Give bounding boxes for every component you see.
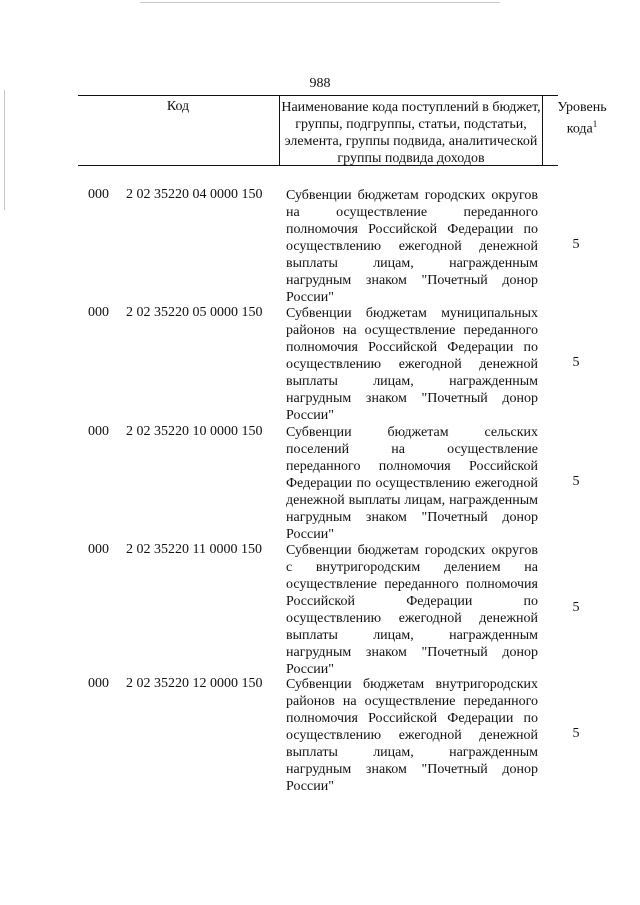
row-level: 5	[572, 355, 580, 370]
row-prefix: 000	[88, 424, 109, 439]
row-code: 2 02 35220 04 0000 150	[126, 187, 263, 202]
header-level-footnote: 1	[592, 119, 598, 129]
table-header	[78, 95, 607, 166]
row-name: Субвенции бюджетам муниципальных районов на осуществление переданного полномочия Российской Федерации по осуществлению ежегодной денежной выплаты лицам, награжденным нагрудным знаком "Почетный донор России"	[286, 306, 538, 423]
row-prefix: 000	[88, 676, 109, 691]
row-code: 2 02 35220 10 0000 150	[126, 424, 263, 439]
row-level: 5	[572, 726, 580, 741]
row-name: Субвенции бюджетам городских округов с внутригородским делением на осуществление переданного полномочия Российской Федерации по осуществлению ежегодной денежной выплаты лицам, награжденным нагрудным знаком "Почетный донор России"	[286, 543, 538, 677]
row-code: 2 02 35220 11 0000 150	[126, 542, 262, 557]
row-name: Субвенции бюджетам городских округов на осуществление переданного полномочия Российской Федерации по осуществлению ежегодной денежной выплаты лицам, награжденным нагрудным знаком "Почетный донор России"	[286, 188, 538, 305]
row-level: 5	[572, 237, 580, 252]
header-level	[541, 99, 623, 138]
scan-artifact-top	[140, 2, 500, 3]
scan-artifact-left	[4, 90, 5, 210]
row-prefix: 000	[88, 305, 109, 320]
row-prefix: 000	[88, 187, 109, 202]
header-code: Код	[166, 99, 190, 114]
row-name: Субвенции бюджетам сельских поселений на осуществление переданного полномочия Российской Федерации по осуществлению ежегодной денежной выплаты лицам, награжденным нагрудным знаком "Почетный донор России"	[286, 425, 538, 542]
header-level-label: Уровень кода	[557, 100, 607, 137]
header-name: Наименование кода поступлений в бюджет, группы, подгруппы, статьи, подстатьи, элемента, группы подвида, аналитической группы подвида доходов	[281, 100, 541, 166]
row-level: 5	[572, 474, 580, 489]
row-name: Субвенции бюджетам внутригородских районов на осуществление переданного полномочия Российской Федерации по осуществлению ежегодной денежной выплаты лицам, награжденным нагрудным знаком "Почетный донор России"	[286, 677, 538, 794]
row-code: 2 02 35220 05 0000 150	[126, 305, 263, 320]
row-code: 2 02 35220 12 0000 150	[126, 676, 263, 691]
row-prefix: 000	[88, 542, 109, 557]
row-level: 5	[572, 600, 580, 615]
page-number: 988	[309, 76, 331, 91]
